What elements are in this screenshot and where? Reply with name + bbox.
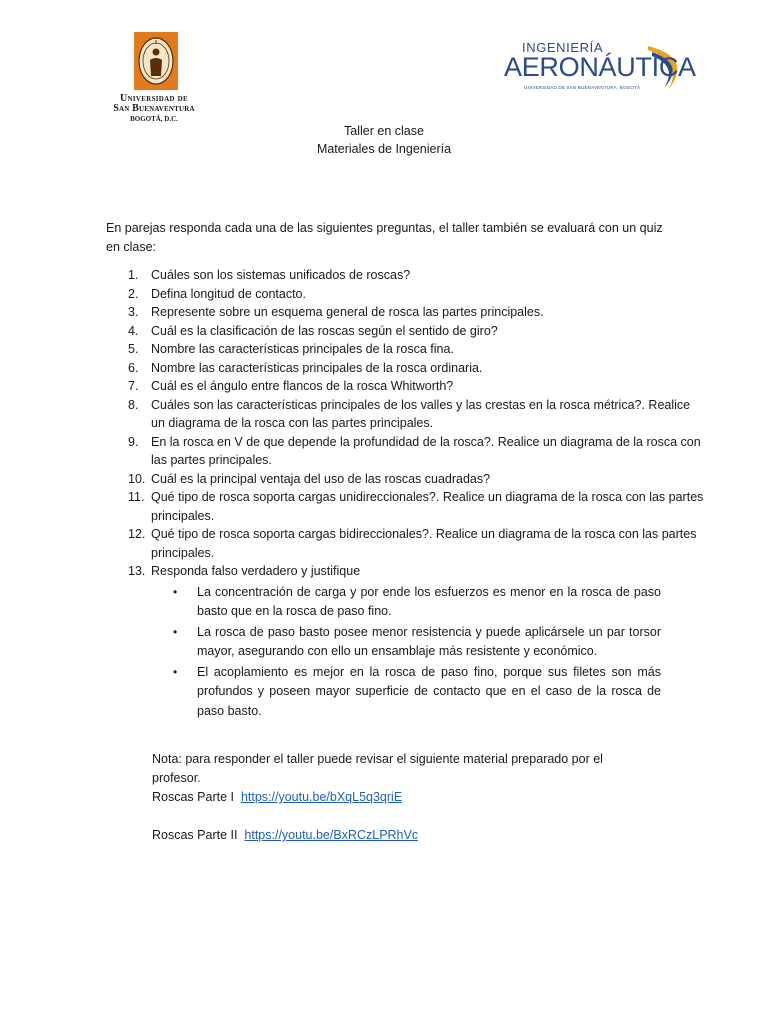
video-link-part2[interactable]: https://youtu.be/BxRCzLPRhVc (244, 828, 419, 842)
question-item (106, 396, 706, 433)
question-number: 1. (128, 268, 139, 282)
bullet-icon: • (173, 624, 178, 639)
document-header (0, 122, 768, 158)
statement-text: La concentración de carga y por ende los esfuerzos es menor en la rosca de paso basto que en la rosca de paso fino. (197, 584, 661, 618)
note-block (152, 750, 632, 807)
question-item (106, 359, 706, 378)
statement-text: El acoplamiento es mejor en la rosca de paso fino, porque sus filetes son más profundos y poseen mayor superficie de contacto que en el caso de la rosca de paso basto. (197, 664, 661, 718)
question-item (106, 266, 706, 285)
link-row-part2 (152, 826, 418, 845)
question-item (106, 303, 706, 322)
aero-main-text: AERONÁUTICA (504, 52, 696, 82)
question-number: 8. (128, 397, 139, 412)
question-item (106, 433, 706, 470)
question-item (106, 562, 706, 721)
question-number: 9. (128, 434, 139, 449)
statement-text: La rosca de paso basto posee menor resistencia y puede aplicársele un par torsor mayor, asegurando con ello un ensamblaje más resistente y económico. (197, 624, 661, 658)
question-number: 6. (128, 360, 139, 375)
usb-logo (104, 30, 204, 122)
question-text: Cuáles son los sistemas unificados de roscas? (151, 268, 411, 282)
bullet-icon: • (173, 664, 178, 679)
question-item (106, 285, 706, 304)
question-item (106, 525, 706, 562)
question-text: Cuál es el ángulo entre flancos de la rosca Whitworth? (151, 379, 454, 393)
question-item (106, 488, 706, 525)
question-text: Represente sobre un esquema general de rosca las partes principales. (151, 305, 544, 319)
usb-seal-icon (134, 32, 178, 90)
question-text: Qué tipo de rosca soporta cargas bidireccionales?. Realice un diagrama de la rosca con las partes principales. (151, 527, 697, 560)
question-number: 3. (128, 305, 139, 319)
question-item (106, 340, 706, 359)
question-number: 13. (128, 564, 146, 578)
bullet-icon: • (173, 584, 178, 599)
question-number: 10. (128, 471, 146, 486)
usb-line1: Universidad de (120, 93, 188, 104)
aeronautica-logo (498, 38, 694, 98)
question-number: 12. (128, 527, 146, 541)
link1-label: Roscas Parte I (152, 790, 234, 804)
aero-top-text: INGENIERÍA (522, 40, 604, 55)
document-subtitle: Materiales de Ingeniería (316, 142, 452, 156)
question-number: 2. (128, 286, 139, 301)
usb-line3: BOGOTÁ, D.C. (130, 115, 178, 123)
usb-wordmark (104, 94, 204, 124)
statement-item (151, 663, 661, 722)
intro-paragraph: En parejas responda cada una de las siguientes preguntas, el taller también se evaluará con un quiz en clase: (106, 221, 663, 254)
question-number: 11. (128, 490, 145, 504)
aero-sub-text: UNIVERSIDAD DE SAN BUENAVENTURA, BOGOTÁ (524, 85, 641, 90)
true-false-statements (151, 583, 706, 722)
link2-label: Roscas Parte II (152, 828, 238, 842)
question-number: 4. (128, 323, 139, 338)
statement-item (151, 583, 661, 622)
question-item (106, 322, 706, 341)
question-text: Cuáles son las características principales de los valles y las crestas en la rosca métrica?. Realice un diagrama de la rosca con las partes principales. (151, 397, 691, 430)
question-text: Cuál es la principal ventaja del uso de las roscas cuadradas? (151, 471, 491, 486)
question-text: Cuál es la clasificación de las roscas según el sentido de giro? (151, 323, 498, 338)
question-text: Defina longitud de contacto. (151, 286, 306, 301)
question-text: En la rosca en V de que depende la profundidad de la rosca?. Realice un diagrama de la rosca con las partes principales. (151, 434, 701, 467)
video-link-part1[interactable]: https://youtu.be/bXqL5q3qriE (240, 790, 403, 804)
question-number: 7. (128, 379, 139, 393)
document-title: Taller en clase (344, 124, 424, 138)
question-item (106, 470, 706, 489)
question-text: Responda falso verdadero y justifique (151, 564, 361, 578)
questions-list (106, 266, 706, 722)
question-text: Qué tipo de rosca soporta cargas unidireccionales?. Realice un diagrama de la rosca con las partes principales. (151, 490, 704, 523)
question-item (106, 377, 706, 396)
usb-line2: San Buenaventura (113, 103, 195, 114)
question-text: Nombre las características principales de la rosca ordinaria. (151, 360, 483, 375)
question-text: Nombre las características principales de la rosca fina. (151, 342, 454, 356)
link-row-part1 (152, 788, 632, 807)
note-text: Nota: para responder el taller puede revisar el siguiente material preparado por el profesor. (152, 752, 603, 785)
question-number: 5. (128, 342, 139, 356)
statement-item (151, 623, 661, 662)
